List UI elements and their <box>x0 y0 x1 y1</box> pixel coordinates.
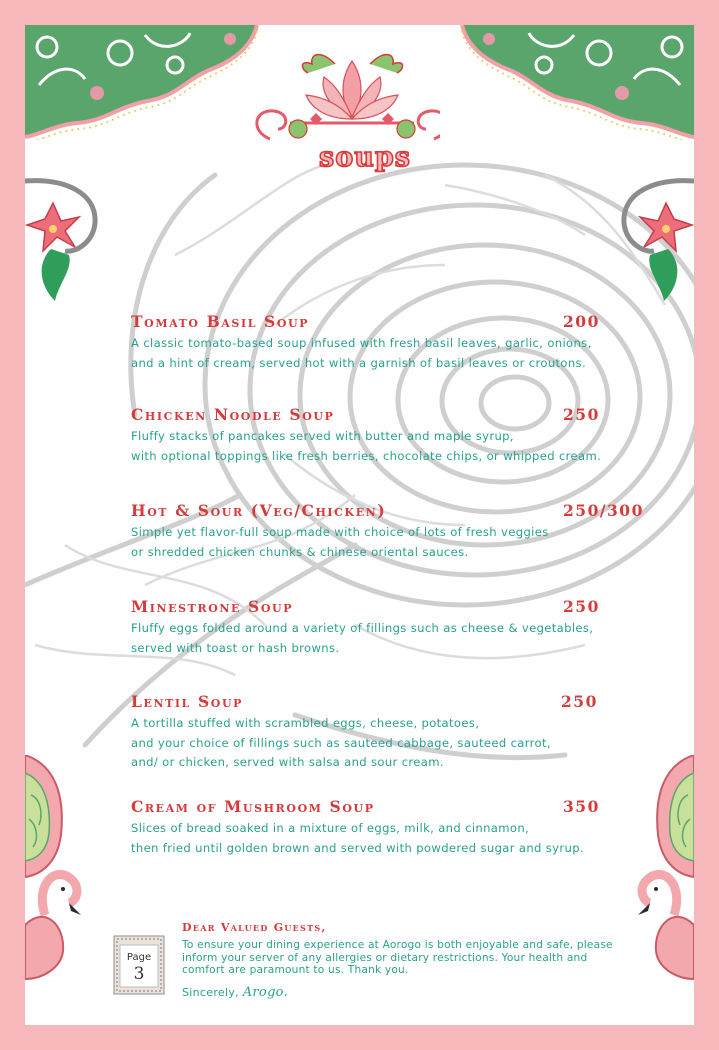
menu-item-description <box>131 427 661 466</box>
description-line: A tortilla stuffed with scrambled eggs, cheese, potatoes, <box>131 716 480 730</box>
corner-ornament-top-right <box>444 25 694 140</box>
signoff-text: Sincerely, <box>182 986 239 999</box>
flower-ornament-left <box>25 173 105 303</box>
page-indicator <box>113 935 165 995</box>
description-line: Fluffy eggs folded around a variety of fillings such as cheese & vegetables, <box>131 621 594 635</box>
description-line: and/ or chicken, served with salsa and sour cream. <box>131 755 444 770</box>
description-line: and a hint of cream, served hot with a garnish of basil leaves or croutons. <box>131 355 586 370</box>
menu-item-name: Tomato Basil Soup <box>131 312 310 331</box>
notice-title: Dear Valued Guests, <box>182 921 327 934</box>
corner-ornament-top-left <box>25 25 275 140</box>
description-line: then fried until golden brown and served with powdered sugar and syrup. <box>131 840 584 855</box>
menu-item-name: Lentil Soup <box>131 692 244 711</box>
description-line: A classic tomato-based soup infused with fresh basil leaves, garlic, onions, <box>131 336 592 350</box>
menu-item-description <box>131 523 661 562</box>
section-title-text: soups <box>319 142 411 173</box>
menu-page <box>25 25 694 1025</box>
description-line: served with toast or hash browns. <box>131 640 340 655</box>
menu-item-name: Chicken Noodle Soup <box>131 405 335 424</box>
description-line: or shredded chicken chunks & chinese oriental sauces. <box>131 544 469 559</box>
description-line: Slices of bread soaked in a mixture of eggs, milk, and cinnamon, <box>131 821 530 835</box>
menu-item-price: 250 <box>563 597 600 616</box>
menu-item-description <box>131 714 661 773</box>
menu-item-price: 200 <box>563 312 600 331</box>
description-line: Simple yet flavor-full soup made with choice of lots of fresh veggies <box>131 525 549 539</box>
flower-ornament-right <box>614 173 694 303</box>
notice-signoff <box>182 985 288 1000</box>
menu-item-description <box>131 619 661 658</box>
page-label: Page <box>126 952 152 963</box>
section-title <box>305 138 425 178</box>
menu-item-price: 250 <box>563 405 600 424</box>
swan-ornament-right <box>614 755 694 985</box>
swan-ornament-left <box>25 755 105 985</box>
notice-body: To ensure your dining experience at Aorogo is both enjoyable and safe, please inform your server of any allergies or dietary restrictions. Your health and comfort are paramount to us. Thank you. <box>182 939 613 977</box>
menu-item-name: Cream of Mushroom Soup <box>131 797 375 816</box>
signature-text: Arogo. <box>242 985 289 1000</box>
menu-item-description <box>131 819 661 858</box>
menu-item-price: 350 <box>563 797 600 816</box>
menu-item-name: Minestrone Soup <box>131 597 294 616</box>
menu-item-name: Hot & Sour (Veg/Chicken) <box>131 501 387 520</box>
page-number: 3 <box>133 964 145 984</box>
description-line: and your choice of fillings such as sauteed cabbage, sauteed carrot, <box>131 735 551 750</box>
menu-item-price: 250/300 <box>563 501 644 520</box>
lotus-header-ornament <box>240 39 440 149</box>
description-line: with optional toppings like fresh berries, chocolate chips, or whipped cream. <box>131 448 602 463</box>
menu-item-description <box>131 334 661 373</box>
description-line: Fluffy stacks of pancakes served with butter and maple syrup, <box>131 429 514 443</box>
menu-item-price: 250 <box>561 692 598 711</box>
